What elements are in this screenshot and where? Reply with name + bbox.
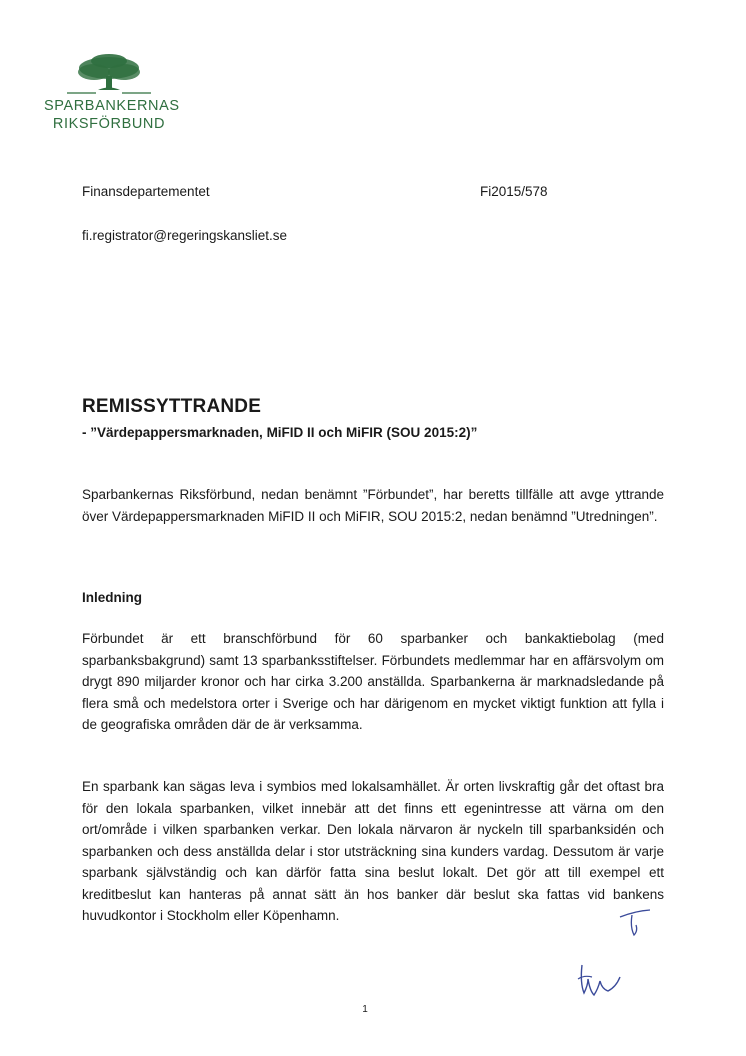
recipient-email: fi.registrator@regeringskansliet.se [82, 228, 288, 243]
logo-line-1: SPARBANKERNAS [44, 98, 180, 114]
intro-paragraph: Sparbankernas Riksförbund, nedan benämnt ”Förbundet”, har beretts tillfälle att avge yttrande över Värdepappersmarknaden MiFID II och MiFIR, SOU 2015:2, nedan benämnd ”Utredningen”. [82, 487, 664, 524]
reference-number: Fi2015/578 [480, 184, 548, 199]
section-heading: Inledning [82, 590, 142, 605]
document-title: REMISSYTTRANDE [82, 396, 262, 417]
logo-line-2: RIKSFÖRBUND [52, 116, 166, 132]
document-subtitle: - ”Värdepappersmarknaden, MiFID II och MiFIR (SOU 2015:2)” [82, 425, 478, 440]
oak-tree-icon [64, 52, 154, 98]
organization-logo [44, 52, 180, 132]
handwritten-initials [560, 905, 670, 1005]
body-paragraph: En sparbank kan sägas leva i symbios med lokalsamhället. Är orten livskraftig går det oftast bra för den lokala sparbanken, vilket innebär att det finns ett egenintresse att värna om den ort/område i vilken sparbanken verkar. Den lokala närvaron är nyckeln till sparbanksidén och sparbanken och dess anställda delar i stor utsträckning sina kunders vardag. Dessutom är varje sparbank självständig och kan därför fatta sina beslut lokalt. Det gör att till exempel ett kreditbeslut kan hanteras på annat sätt än hos banker där beslut ska fattas vid bankens huvudkontor i Stockholm eller Köpenhamn. [82, 779, 664, 923]
body-paragraph: Förbundet är ett branschförbund för 60 sparbanker och bankaktiebolag (med sparbanksbakgrund) samt 13 sparbanksstiftelser. Förbundets medlemmar har en affärsvolym om drygt 890 miljarder kronor och har cirka 3.200 anställda. Sparbankerna är marknadsledande på flera små och medelstora orter i Sverige och har därigenom en mycket viktigt funktion att fylla i de geografiska områden där de är verksamma. [82, 631, 664, 732]
page-number: 1 [362, 1004, 368, 1015]
recipient: Finansdepartementet [82, 184, 210, 199]
